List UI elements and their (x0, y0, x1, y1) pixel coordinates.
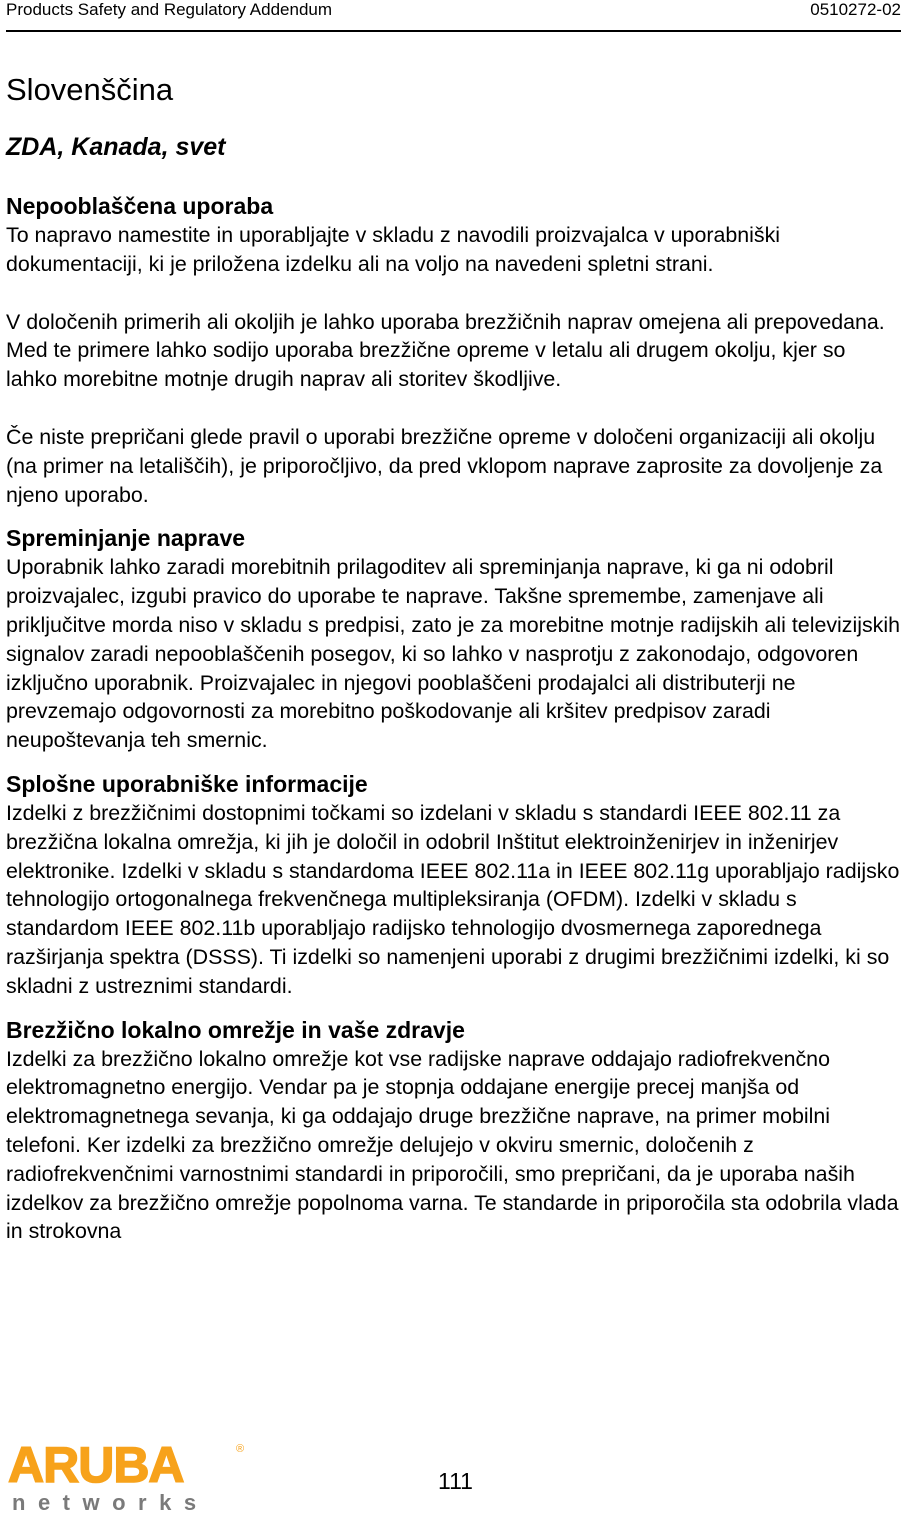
paragraph: Izdelki z brezžičnimi dostopnimi točkami so izdelani v skladu s standardi IEEE 802.11 za brezžična lokalna omrežja, ki jih je določil in odobril Inštitut elektroinženirjev in inženirjev elektronike. Izdelki v skladu s standardoma IEEE 802.11a in IEEE 802.11g uporabljajo radijsko tehnologijo ortogonalnega frekvenčnega multipleksiranja (OFDM). Izdelki v skladu s standardom IEEE 802.11b uporabljajo radijsko tehnologijo dvosmernega zaporednega razširjanja spektra (DSSS). Ti izdelki so namenjeni uporabi z drugimi brezžičnimi izdelki, ki so skladni z ustreznimi standardi. (6, 800, 900, 998)
section-heading: Splošne uporabniške informacije (6, 770, 368, 797)
region-heading: ZDA, Kanada, svet (6, 133, 226, 161)
paragraph: Uporabnik lahko zaradi morebitnih prilagoditev ali spreminjanja naprave, ki ga ni odobril proizvajalec, izgubi pravico do uporabe te naprave. Takšne spremembe, zamenjave ali priključitve morda niso v skladu s predpisi, zato je za morebitne motnje radijskih ali televizijskih signalov zaradi nepooblaščenih posegov, ki so lahko v nasprotju z zakonodajo, odgovoren izključno uporabnik. Proizvajalec in njegovi pooblaščeni prodajalci ali distributerji ne prevzemajo odgovornosti za morebitno poškodovanje ali kršitev predpisov zaradi neupoštevanja teh smernic. (6, 555, 901, 753)
language-heading: Slovenščina (6, 72, 174, 107)
section-general-user-info (6, 769, 901, 1001)
section-unauthorized-use (6, 191, 901, 509)
page-number: 111 (438, 1468, 473, 1494)
header-doc-title: Products Safety and Regulatory Addendum (6, 0, 333, 19)
paragraph: To napravo namestite in uporabljajte v skladu z navodili proizvajalca v uporabniški dokumentaciji, ki je priložena izdelku ali na voljo na navedeni spletni strani. (6, 223, 781, 276)
logo-wordmark: ARUBA (8, 1438, 184, 1493)
page-header (6, 0, 901, 32)
paragraph: V določenih primerih ali okoljih je lahko uporaba brezžičnih naprav omejena ali prepovedana. Med te primere lahko sodijo uporaba brezžične opreme v letalu ali drugem okolju, kjer so lahko morebitne motnje drugih naprav ali storitev škodljive. (6, 309, 885, 392)
section-heading: Nepooblaščena uporaba (6, 193, 274, 219)
section-wlan-health (6, 1015, 901, 1247)
logo-subtitle: networks (12, 1490, 209, 1514)
logo-registered-mark: ® (236, 1443, 245, 1455)
paragraph: Izdelki za brezžično lokalno omrežje kot vse radijske naprave oddajajo radiofrekvenčno elektromagnetno energijo. Vendar pa je stopnja oddajane energije precej manjša od elektromagnetnega sevanja, ki ga oddajajo druge brezžične naprave, na primer mobilni telefoni. Ker izdelki za brezžično omrežje delujejo v okviru smernic, določenih z radiofrekvenčnimi varnostnimi standardi in priporočili, smo prepričani, da je uporaba naših izdelkov za brezžično omrežje popolnoma varna. Te standarde in priporočila sta odobrila vlada in strokovna (6, 1046, 899, 1244)
section-heading: Spreminjanje naprave (6, 525, 246, 552)
header-doc-number: 0510272-02 (810, 0, 901, 19)
section-heading: Brezžično lokalno omrežje in vaše zdravje (6, 1016, 465, 1043)
document-body (6, 70, 901, 1246)
section-device-modification (6, 523, 901, 755)
paragraph: Če niste prepričani glede pravil o uporabi brezžične opreme v določeni organizaciji ali okolju (na primer na letališčih), je priporočljivo, da pred vklopom naprave zaprosite za dovoljenje za njeno uporabo. (6, 424, 883, 507)
